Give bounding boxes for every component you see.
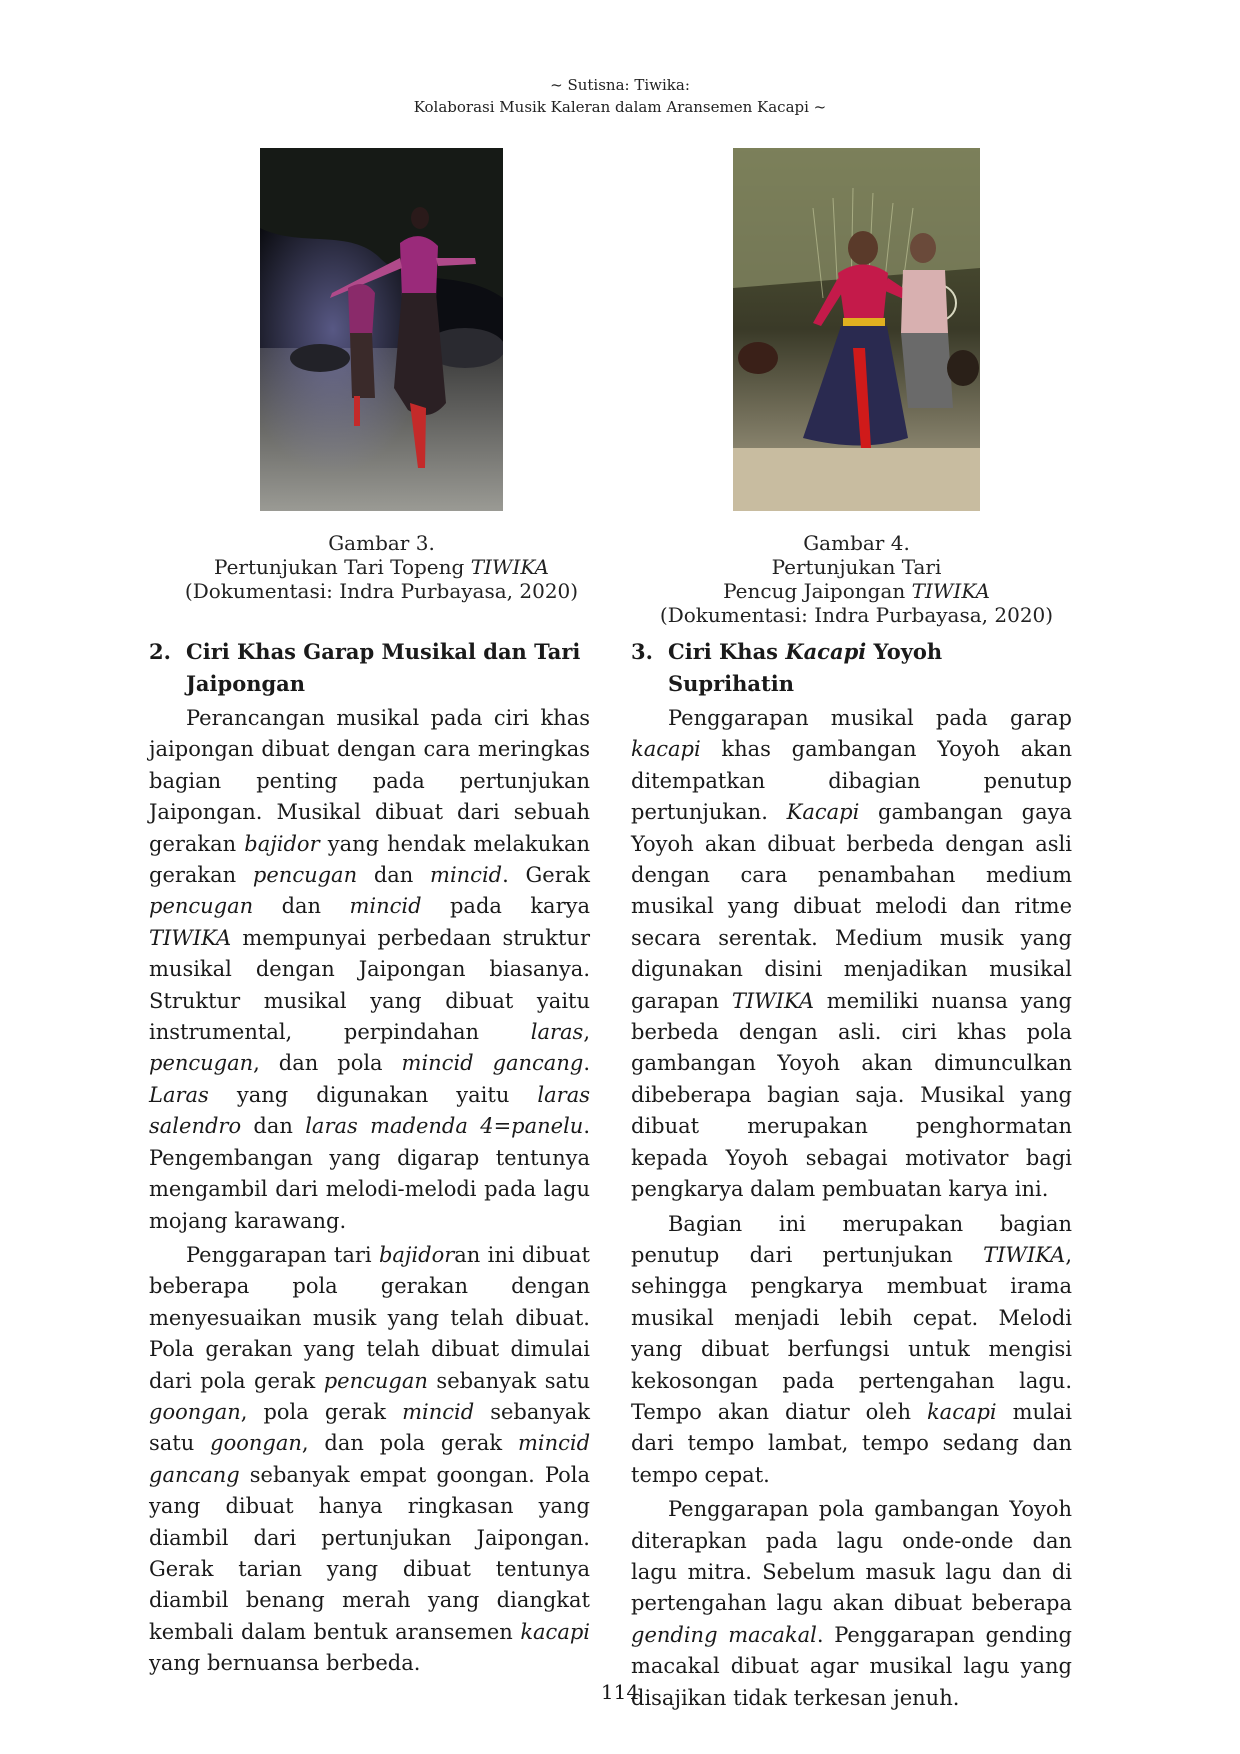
section-3-title-italic: Kacapi [785, 639, 867, 664]
left-column [149, 636, 590, 1680]
section-3-number: 3. [631, 639, 653, 664]
figure-3-photo [260, 148, 503, 511]
figure-3-number: Gambar 3. [328, 531, 435, 555]
figure-3-title [180, 555, 583, 579]
figure-4-title-italic: TIWIKA [911, 579, 990, 603]
left-paragraph-2: Penggarapan tari bajidoran ini dibuat beberapa pola gerakan dengan menyesuaikan musik yang telah dibuat. Pola gerakan yang telah dibuat dimulai dari pola gerak pencugan sebanyak satu goongan, pola gerak mincid sebanyak satu goongan, dan pola gerak mincid gancang sebanyak empat goongan. Pola yang dibuat hanya ringkasan yang diambil dari pertunjukan Jaipongan. Gerak tarian yang dibuat tentunya diambil benang merah yang diangkat kembali dalam bentuk aransemen kacapi yang bernuansa berbeda. [149, 1242, 591, 1676]
running-header-line1: ~ Sutisna: Tiwika: [550, 76, 690, 94]
section-3-heading [631, 636, 1072, 700]
figure-4-title [655, 579, 1058, 603]
right-paragraph-3: Penggarapan pola gambangan Yoyoh diterapkan pada lagu onde-onde dan lagu mitra. Sebelum masuk lagu dan di pertengahan lagu akan dibuat beberapa gending macakal. Penggarapan gending macakal dibuat agar musikal lagu yang disajikan tidak terkesan jenuh. [631, 1497, 1073, 1710]
left-paragraph-1: Perancangan musikal pada ciri khas jaipongan dibuat dengan cara meringkas bagian penting pada pertunjukan Jaipongan. Musikal dibuat dari sebuah gerakan bajidor yang hendak melakukan gerakan pencugan dan mincid. Gerak pencugan dan mincid pada karya TIWIKA mempunyai perbedaan struktur musikal dengan Jaipongan biasanya. Struktur musikal yang dibuat yaitu instrumental, perpindahan laras, pencugan, dan pola mincid gancang. Laras yang digunakan yaitu laras salendro dan laras madenda 4=panelu. Pengembangan yang digarap tentunya mengambil dari melodi-melodi pada lagu mojang karawang. [149, 706, 591, 1233]
figure-4-caption [655, 531, 1058, 627]
figure-3-credit: (Dokumentasi: Indra Purbayasa, 2020) [184, 579, 579, 603]
section-3-title-suffix: Yoyoh Suprihatin [668, 639, 943, 696]
section-3-title-prefix: Ciri Khas [668, 639, 786, 664]
figure-4-photo [733, 148, 980, 511]
right-column [631, 636, 1072, 1714]
figure-4-title-text: Pencug Jaipongan [723, 579, 912, 603]
section-2-title: Ciri Khas Garap Musikal dan Tari Jaipongan [186, 639, 581, 696]
figure-3-title-italic: TIWIKA [470, 555, 549, 579]
figure-3-title-text: Pertunjukan Tari Topeng [214, 555, 471, 579]
section-2-number: 2. [149, 639, 171, 664]
running-header-line2: Kolaborasi Musik Kaleran dalam Aransemen Kacapi ~ [413, 98, 827, 116]
figure-4-credit: (Dokumentasi: Indra Purbayasa, 2020) [659, 603, 1054, 627]
right-paragraph-2: Bagian ini merupakan bagian penutup dari pertunjukan TIWIKA, sehingga pengkarya membuat irama musikal menjadi lebih cepat. Melodi yang dibuat berfungsi untuk mengisi kekosongan pada pertengahan lagu. Tempo akan diatur oleh kacapi mulai dari tempo lambat, tempo sedang dan tempo cepat. [631, 1211, 1072, 1487]
section-2-heading [149, 636, 590, 700]
page-number: 114 [600, 1680, 640, 1704]
figure-3-caption [180, 531, 583, 603]
figure-4-number: Gambar 4. [803, 531, 910, 555]
right-paragraph-1: Penggarapan musikal pada garap kacapi khas gambangan Yoyoh akan ditempatkan dibagian penutup pertunjukan. Kacapi gambangan gaya Yoyoh akan dibuat berbeda dengan asli dengan cara penambahan medium musikal yang dibuat melodi dan ritme secara serentak. Medium musik yang digunakan disini menjadikan musikal garapan TIWIKA memiliki nuansa yang berbeda dengan asli. ciri khas pola gambangan Yoyoh akan dimunculkan dibeberapa bagian saja. Musikal yang dibuat merupakan penghormatan kepada Yoyoh sebagai motivator bagi pengkarya dalam pembuatan karya ini. [631, 706, 1072, 1202]
figure-4-line2: Pertunjukan Tari [771, 555, 942, 579]
running-header [0, 74, 1240, 118]
